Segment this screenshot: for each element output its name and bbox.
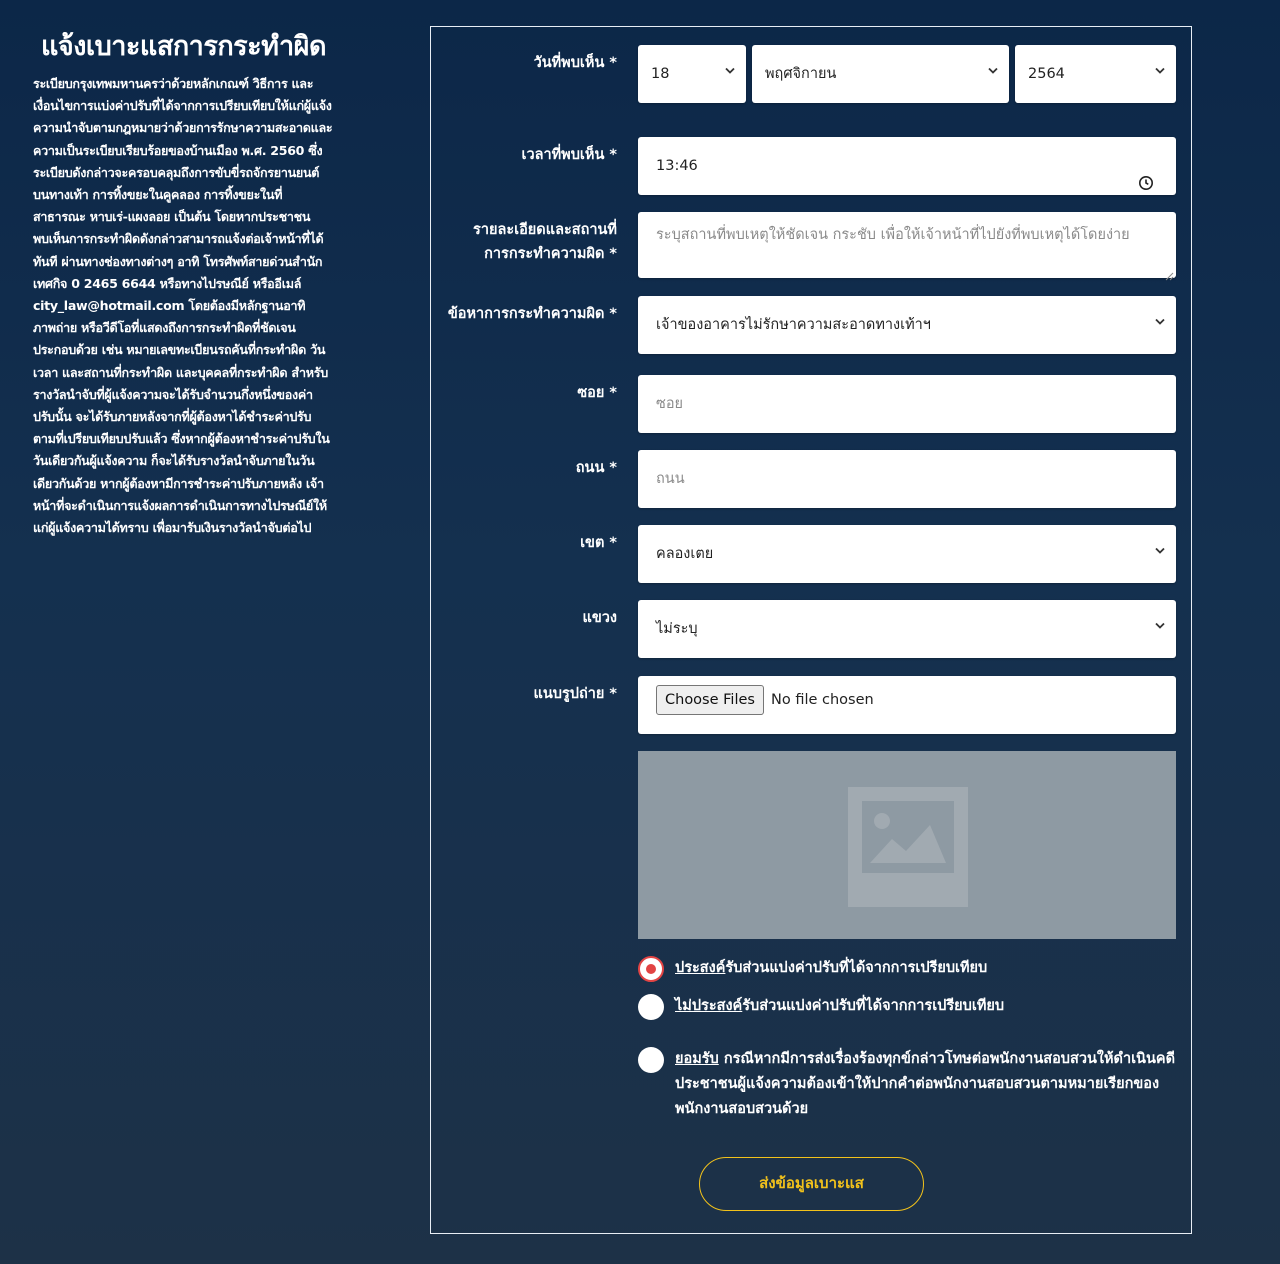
option-no-reward[interactable] — [638, 994, 1178, 1022]
soi-label: ซอย * — [577, 385, 617, 401]
image-placeholder-icon — [846, 785, 970, 909]
detail-textarea[interactable] — [638, 212, 1176, 278]
year-value: 2564 — [1028, 66, 1065, 82]
consent-label — [675, 1047, 1175, 1122]
detail-placeholder: ระบุสถานที่พบเหตุให้ชัดเจน กระชับ เพื่อให้เจ้าหน้าที่ไปยังที่พบเหตุได้โดยง่าย — [656, 227, 1130, 243]
subdistrict-label: แขวง — [582, 610, 617, 626]
submit-button[interactable]: ส่งข้อมูลเบาะแส — [699, 1157, 924, 1211]
soi-placeholder: ซอย — [656, 396, 684, 412]
clock-icon[interactable] — [1138, 158, 1154, 174]
want-reward-label — [675, 956, 987, 981]
date-label: วันที่พบเห็น * — [533, 55, 617, 71]
choose-files-button[interactable]: Choose Files — [656, 685, 764, 715]
subdistrict-select[interactable] — [638, 600, 1176, 658]
photo-file-input[interactable] — [638, 676, 1176, 734]
time-label: เวลาที่พบเห็น * — [521, 147, 617, 163]
consent-text: กรณีหากมีการส่งเรื่องร้องทุกข์กล่าวโทษต่อพนักงานสอบสวนให้ดำเนินคดี ประชาชนผู้แจ้งความต้องเข้าให้ปากคำต่อพนักงานสอบสวนตามหมายเรียกของพนักงานสอบสวนด้วย — [675, 1051, 1175, 1117]
no-reward-underlined: ไม่ประสงค์ — [675, 998, 743, 1014]
subdistrict-value: ไม่ระบุ — [656, 621, 698, 637]
subdistrict-row — [431, 600, 1191, 658]
road-label: ถนน * — [575, 460, 617, 476]
chevron-down-icon — [1155, 67, 1164, 76]
want-reward-underlined: ประสงค์ — [675, 960, 726, 976]
chevron-down-icon — [988, 67, 997, 76]
charge-select[interactable] — [638, 296, 1176, 354]
no-reward-text: รับส่วนแบ่งค่าปรับที่ได้จากการเปรียบเทียบ — [742, 998, 1005, 1014]
charge-value: เจ้าของอาคารไม่รักษาความสะอาดทางเท้าฯ — [656, 317, 931, 333]
no-reward-label — [675, 994, 1004, 1019]
district-label: เขต * — [580, 535, 617, 551]
resize-handle-icon[interactable] — [1164, 266, 1174, 276]
file-status: No file chosen — [771, 692, 874, 708]
detail-label: รายละเอียดและสถานที่การกระทำความผิด * — [473, 222, 617, 262]
chevron-down-icon — [1155, 622, 1164, 631]
no-reward-radio[interactable] — [638, 994, 664, 1020]
option-consent[interactable] — [638, 1047, 1178, 1127]
option-want-reward[interactable] — [638, 956, 1178, 984]
road-row — [431, 450, 1191, 508]
chevron-down-icon — [725, 67, 734, 76]
soi-input[interactable] — [638, 375, 1176, 433]
consent-radio[interactable] — [638, 1047, 664, 1073]
want-reward-radio[interactable] — [638, 956, 664, 982]
chevron-down-icon — [1155, 318, 1164, 327]
month-value: พฤศจิกายน — [765, 66, 837, 82]
road-placeholder: ถนน — [656, 471, 685, 487]
month-select[interactable] — [752, 45, 1009, 103]
district-row — [431, 525, 1191, 583]
year-select[interactable] — [1015, 45, 1176, 103]
soi-row — [431, 375, 1191, 433]
charge-row — [431, 296, 1191, 354]
time-value: 13:46 — [656, 158, 698, 174]
intro-text: ระเบียบกรุงเทพมหานครว่าด้วยหลักเกณฑ์ วิธีการ และเงื่อนไขการแบ่งค่าปรับที่ได้จากการเปรียบเทียบให้แก่ผู้แจ้งความนำจับตามกฎหมายว่าด้วยการรักษาความสะอาดและความเป็นระเบียบเรียบร้อยของบ้านเมือง พ.ศ. 2560 ซึ่งระเบียบดังกล่าวจะครอบคลุมถึงการขับขี่รถจักรยานยนต์บนทางเท้า การทิ้งขยะในคูคลอง การทิ้งขยะในที่สาธารณะ หาบเร่-แผงลอย เป็นต้น โดยหากประชาชนพบเห็นการกระทำผิดดังกล่าวสามารถแจ้งต่อเจ้าหน้าที่ได้ทันที ผ่านทางช่องทางต่างๆ อาทิ โทรศัพท์สายด่วนสำนักเทศกิจ 0 2465 6644 หรือทางไปรษณีย์ หรืออีเมล์ city_law@hotmail.com โดยต้องมีหลักฐานอาทิ ภาพถ่าย หรือวีดีโอที่แสดงถึงการกระทำผิดที่ชัดเจนประกอบด้วย เช่น หมายเลขทะเบียนรถคันที่กระทำผิด วัน เวลา และสถานที่กระทำผิด และบุคคลที่กระทำผิด สำหรับรางวัลนำจับที่ผู้แจ้งความจะได้รับจำนวนกึ่งหนึ่งของค่าปรับนั้น จะได้รับภายหลังจากที่ผู้ต้องหาได้ชำระค่าปรับตามที่เปรียบเทียบปรับแล้ว ซึ่งหากผู้ต้องหาชำระค่าปรับในวันเดียวกันผู้แจ้งความ ก็จะได้รับรางวัลนำจับภายในวันเดียวกันด้วย หากผู้ต้องหามีการชำระค่าปรับภายหลัง เจ้าหน้าที่จะดำเนินการแจ้งผลการดำเนินการทางไปรษณีย์ให้แก่ผู้แจ้งความได้ทราบ เพื่อมารับเงินรางวัลนำจับต่อไป — [33, 76, 333, 536]
photo-label: แนบรูปถ่าย * — [533, 686, 617, 702]
day-value: 18 — [651, 66, 670, 82]
report-form — [430, 26, 1192, 1234]
time-input[interactable] — [638, 137, 1176, 195]
charge-label: ข้อหาการกระทำความผิด * — [447, 306, 617, 322]
image-preview — [638, 751, 1176, 939]
intro-panel — [33, 24, 333, 539]
district-value: คลองเตย — [656, 546, 714, 562]
time-row — [431, 137, 1191, 195]
consent-underlined: ยอมรับ — [675, 1051, 719, 1067]
district-select[interactable] — [638, 525, 1176, 583]
page-title: แจ้งเบาะแสการกระทำผิด — [41, 31, 326, 62]
day-select[interactable] — [638, 45, 746, 103]
road-input[interactable] — [638, 450, 1176, 508]
chevron-down-icon — [1155, 547, 1164, 556]
want-reward-text: รับส่วนแบ่งค่าปรับที่ได้จากการเปรียบเทียบ — [725, 960, 988, 976]
